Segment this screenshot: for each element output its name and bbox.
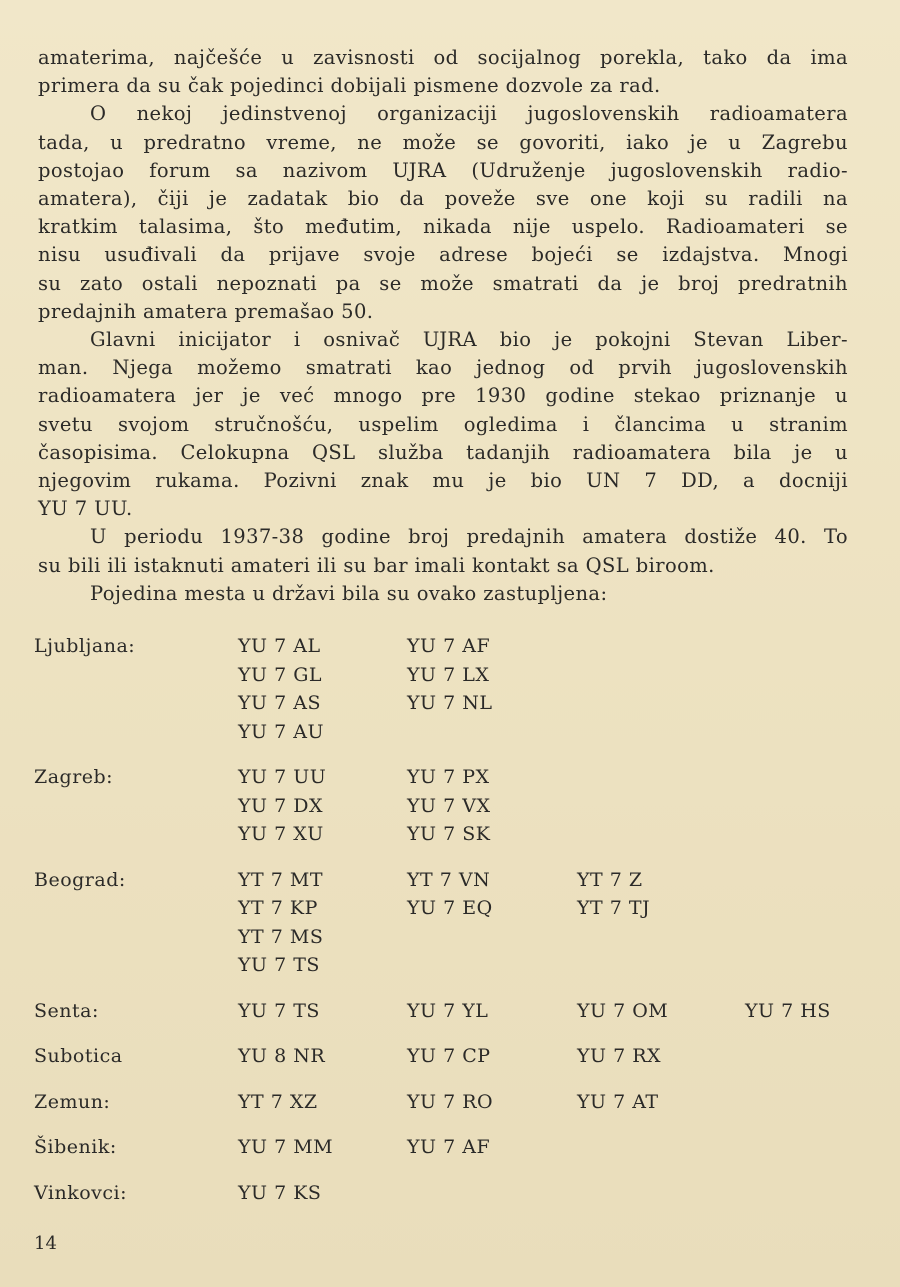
station-row: [34, 1133, 864, 1162]
callsign: YT 7 MT: [238, 868, 324, 891]
callsign: YU 7 MM: [238, 1136, 334, 1158]
text-line: Pojedina mesta u državi bila su ovako zastupljena:: [90, 581, 608, 605]
callsign-column: [577, 997, 668, 1026]
text-line: časopisima. Celokupna QSL služba tadanjih radioamatera bila je u: [38, 440, 848, 464]
callsign-column: [238, 632, 324, 746]
callsign: YU 8 NR: [238, 1045, 326, 1067]
callsign: YU 7 CP: [407, 1045, 491, 1067]
text-line: Glavni inicijator i osnivač UJRA bio je pokojni Stevan Liber-: [90, 328, 848, 352]
callsign-column: [238, 866, 323, 980]
text-line: nisu usuđivali da prijave svoje adrese bojeći se izdajstva. Mnogi: [38, 243, 848, 267]
callsign: YT 7 TJ: [577, 897, 651, 919]
callsign-column: [407, 997, 488, 1026]
callsign-column: [577, 1042, 661, 1071]
text-line: svetu svojom stručnošću, uspelim ogledima i člancima u stranim: [38, 412, 848, 436]
callsign-column: [238, 1133, 333, 1162]
text-line: su zato ostali nepoznati pa se može smatrati da je broj predratnih: [38, 271, 848, 295]
text-line: tada, u predratno vreme, ne može se govoriti, iako je u Zagrebu: [38, 130, 848, 154]
callsign: YU 7 LX: [407, 663, 490, 686]
callsign: YU 7 AF: [407, 1136, 491, 1158]
city-name: Beograd:: [34, 868, 126, 891]
city-name: Šibenik:: [34, 1136, 117, 1158]
callsign: YU 7 NL: [407, 692, 493, 714]
paragraph: [38, 523, 848, 579]
text-line: radioamatera jer je već mnogo pre 1930 godine stekao priznanje u: [38, 384, 848, 408]
station-row: [34, 997, 864, 1026]
callsign: YU 7 YL: [407, 999, 489, 1022]
text-line: amatera), čiji je zadatak bio da poveže sve one koji su radili na: [38, 187, 848, 211]
callsign: YU 7 RO: [407, 1090, 494, 1113]
callsign-column: [238, 1179, 321, 1208]
callsign: YU 7 UU: [238, 766, 327, 788]
callsign-column: [407, 1088, 493, 1117]
text-line: postojao forum sa nazivom UJRA (Udruženje jugoslovenskih radio-: [38, 158, 848, 182]
station-row: [34, 1088, 864, 1117]
callsign-column: [238, 1088, 318, 1117]
callsign: YT 7 XZ: [238, 1090, 318, 1113]
callsign: YU 7 TS: [238, 954, 320, 976]
callsign: YU 7 GL: [238, 663, 323, 686]
callsign: YT 7 MS: [238, 925, 324, 948]
callsign: YU 7 RX: [577, 1045, 662, 1067]
callsign: YU 7 AU: [238, 720, 324, 743]
callsign: YU 7 AS: [238, 692, 321, 714]
station-row: [34, 1042, 864, 1071]
callsign: YU 7 HS: [745, 999, 831, 1022]
callsign: YU 7 TS: [238, 999, 320, 1022]
station-row: [34, 763, 864, 849]
callsign-column: [577, 866, 650, 923]
callsign-column: [577, 1088, 659, 1117]
text-line: amaterima, najčešće u zavisnosti od socijalnog porekla, tako da ima: [38, 46, 848, 69]
text-line: primera da su čak pojedinci dobijali pismene dozvole za rad.: [38, 74, 661, 98]
body-text: [38, 44, 848, 608]
page-number: 14: [34, 1233, 57, 1254]
callsign: YU 7 AF: [407, 635, 491, 657]
text-line: kratkim talasima, što međutim, nikada nije uspelo. Radioamateri se: [38, 215, 848, 239]
callsign: YT 7 KP: [238, 897, 318, 919]
callsign: YU 7 AL: [238, 635, 321, 657]
city-name: Subotica: [34, 1045, 123, 1067]
callsign: YT 7 VN: [407, 868, 491, 891]
callsign-column: [238, 763, 326, 849]
city-name: Zemun:: [34, 1090, 111, 1113]
city-name: Senta:: [34, 999, 99, 1022]
station-row: [34, 866, 864, 980]
callsign-column: [407, 632, 492, 718]
callsign: YU 7 PX: [407, 766, 490, 788]
callsign-column: [407, 1133, 490, 1162]
callsign-column: [407, 763, 490, 849]
callsign-column: [238, 1042, 325, 1071]
callsign-column: [238, 997, 320, 1026]
text-line: man. Njega možemo smatrati kao jednog od prvih jugoslovenskih: [38, 356, 848, 380]
text-line: U periodu 1937-38 godine broj predajnih amatera dostiže 40. To: [90, 525, 848, 549]
callsign-column: [745, 997, 831, 1026]
paragraph: [38, 326, 848, 523]
callsign: YT 7 Z: [577, 868, 643, 891]
text-line: O nekoj jedinstvenoj organizaciji jugoslovenskih radioamatera: [90, 102, 848, 126]
city-name: Vinkovci:: [34, 1181, 128, 1204]
station-row: [34, 632, 864, 746]
callsign: YU 7 XU: [238, 823, 324, 845]
callsign: YU 7 EQ: [407, 897, 493, 919]
callsign: YU 7 AT: [577, 1090, 659, 1113]
text-line: su bili ili istaknuti amateri ili su bar imali kontakt sa QSL biroom.: [38, 553, 715, 577]
city-name: Ljubljana:: [34, 635, 136, 657]
city-name: Zagreb:: [34, 766, 114, 788]
text-line: YU 7 UU.: [38, 497, 133, 521]
paragraph: [38, 580, 848, 608]
callsign-column: [407, 866, 493, 923]
text-line: predajnih amatera premašao 50.: [38, 299, 374, 323]
callsign-column: [407, 1042, 491, 1071]
callsign: YU 7 DX: [238, 794, 323, 817]
station-row: [34, 1179, 864, 1208]
paragraph: [38, 44, 848, 100]
callsign: YU 7 VX: [407, 794, 491, 817]
callsign: YU 7 SK: [407, 823, 491, 845]
callsign: YU 7 KS: [238, 1181, 322, 1204]
text-line: njegovim rukama. Pozivni znak mu je bio UN 7 DD, a docniji: [38, 469, 848, 493]
station-list: [34, 632, 864, 1207]
paragraph: [38, 100, 848, 326]
callsign: YU 7 OM: [577, 999, 669, 1022]
